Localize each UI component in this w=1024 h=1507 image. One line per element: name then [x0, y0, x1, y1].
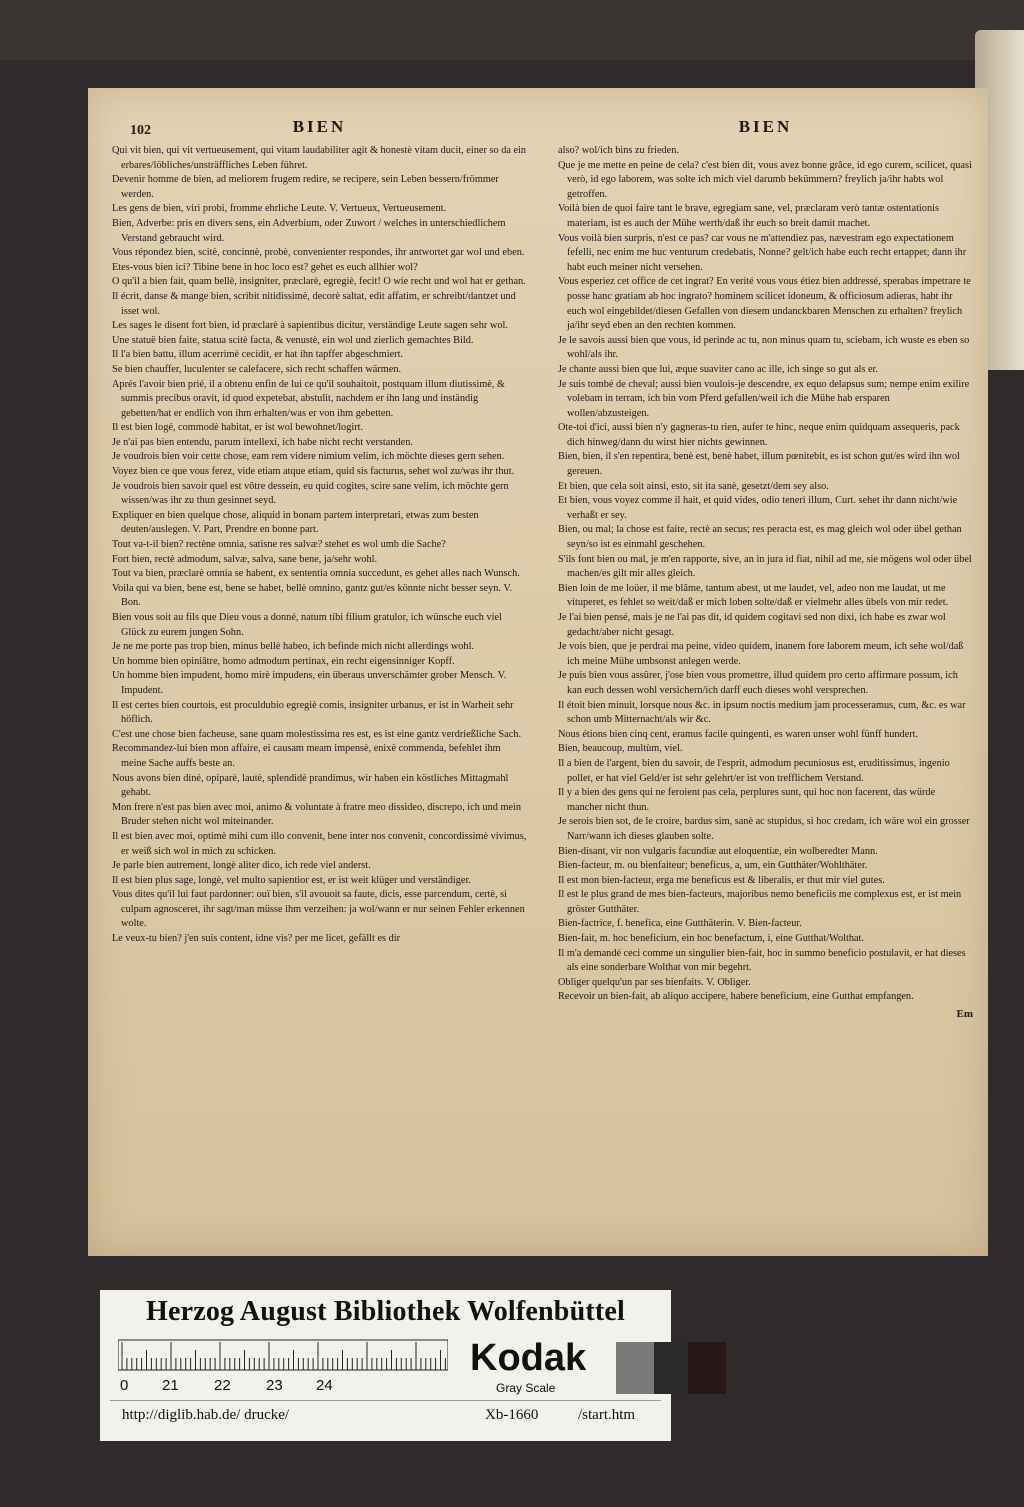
dictionary-entry: Je chante aussi bien que lui, æque suaviter cano ac ille, ich singe so gut als er. [558, 363, 878, 375]
dictionary-entry: Qui vit bien, qui vit vertueusement, qui vitam laudabiliter agit & honestè vitam ducit, einer so da ein erbares/löbliches/unsträffliches Leben führet. [112, 145, 527, 171]
dictionary-entry: Vous répondez bien, scitè, concinnè, probè, convenienter respondes, ihr antwortet gar wol und eben. [112, 247, 525, 259]
dictionary-entry: Il étoit bien minuit, lorsque nous &c. in ipsum noctis medium jam processeramus, cum, &c. es war schon umb Mitternacht/als wir &c. [558, 699, 966, 726]
dictionary-entry: Nous étions bien cinq cent, eramus facile quingenti, es waren unser wohl fünff hundert. [558, 728, 919, 740]
dictionary-entry: Tout va-t-il bien? rectène omnia, satisne res salvæ? stehet es wol umb die Sache? [112, 539, 446, 551]
dictionary-entry: Vous dites qu'il lui faut pardonner: ouï bien, s'il avouoit sa faute, dicis, esse parcendum, certè, si culpam agnosceret, ihr sagt/man müsse ihm verzeihen: ja wol/wann er nur seinen Fehler erkennen wolte. [112, 889, 525, 930]
left-entries [112, 144, 527, 947]
kodak-logo: Kodak [470, 1337, 587, 1379]
dictionary-entry: Bien-facteur, m. ou bienfaiteur; beneficus, a, um, ein Gutthäter/Wohlthäter. [558, 860, 868, 872]
dictionary-entry: Je parle bien autrement, longè aliter dico, ich rede viel anderst. [112, 860, 371, 872]
dictionary-entry: Tout va bien, præclarè omnia se habent, ex sententia omnia succedunt, es gehet alles nach Wunsch. [112, 568, 520, 580]
dictionary-entry: Que je me mette en peine de cela? c'est bien dit, vous avez bonne grâce, id ego curem, scilicet, quasi verò, id ego laborem, was solte ich mich viel darumb bekümmern? freylich ja/ihr habts wol getroffen. [558, 159, 972, 200]
right-column [558, 117, 973, 1022]
left-column [112, 117, 527, 947]
dictionary-entry: Il est bien logé, commodè habitat, er ist wol bewohnet/logirt. [112, 422, 364, 434]
ruler-label: 21 [162, 1377, 179, 1394]
dictionary-entry: Vous esperiez cet office de cet ingrat? En verité vous vous étiez bien addressé, sperabas impetrare te posse hanc gratiam ab hoc ingrato? hominem scilicet idoneum, & officiosum adieras, habt ihr euch wol eingebildet/diesen Gefallen von diesem undanckbaren Menschen zu erhalten? freylich ja/ihr seyd eben an den rechten kommen. [558, 276, 971, 332]
running-head-right: BIEN [738, 117, 793, 136]
dictionary-entry: Je voudrois bien savoir quel est vôtre dessein, eu quid cogites, scire sane velim, ich möchte gern wissen/was ihr zu thun gesinnet seyd. [112, 480, 509, 507]
dictionary-entry: Il est mon bien-facteur, erga me beneficus est & liberalis, er thut mir viel gutes. [558, 874, 885, 886]
dictionary-entry: Il l'a bien battu, illum acerrimè cecidit, er hat ihn tapffer abgeschmiert. [112, 349, 404, 361]
ruler-label: 22 [214, 1377, 231, 1394]
dictionary-entry: Il est bien avec moi, optimè mihi cum illo convenit, bene inter nos convenit, concordissimè vivimus, er weiß sich wol in mich zu schicken. [112, 830, 527, 857]
dictionary-entry: Je l'ai bien pensé, mais je ne l'ai pas dit, id quidem cogitavi sed non dixi, ich habe es zwar wol gedacht/aber nicht gesagt. [558, 612, 946, 638]
dictionary-entry: Je n'ai pas bien entendu, parum intellexi, ich habe nicht recht verstanden. [112, 436, 413, 448]
dictionary-entry: Recevoir un bien-fait, ab aliquo accipere, habere beneficium, eine Gutthat empfangen. [558, 991, 914, 1003]
dictionary-entry: S'ils font bien ou mal, je m'en rapporte, sive, an in jura id fiat, nihil ad me, sie mögens wol oder übel machen/es gilt mir alles gleich. [558, 553, 972, 580]
dictionary-entry: Expliquer en bien quelque chose, aliquid in bonam partem interpretari, etwas zum besten deuten/auslegen. V. Part, Prendre en bonne part. [112, 509, 479, 536]
dictionary-entry: Il est le plus grand de mes bien-facteurs, majoribus nemo beneficiis me complexus est, er ist mein gröster Gutthäter. [558, 889, 962, 915]
dictionary-entry: Aprés l'avoir bien prié, il a obtenu enfin de lui ce qu'il souhaitoit, postquam illum diutissimè, & summis precibus oravit, id quod expetebat, abstulit, nachdem er ihn lang und inständig gebetten/hat er endlich von ihm erhalten/was er von ihm gebetten. [112, 378, 505, 419]
dictionary-entry: Je puis bien vous assûrer, j'ose bien vous promettre, illud quidem pro certo affirmare possum, ich kan euch dessen wohl versichern/ich darff euch dieses wohl versprechen. [558, 670, 958, 696]
color-target-card [100, 1290, 671, 1441]
dictionary-entry: Voila qui va bien, bene est, bene se habet, bellè omnino, gantz gut/es könnte nicht besser seyn. V. Bon. [112, 582, 513, 609]
scanner-top-strip [0, 0, 1024, 60]
dictionary-entry: Je serois bien sot, de le croire, bardus sim, sanè ac stupidus, si hoc credam, ich wäre wol ein grosser Narr/wann ich dieses glauben solte. [558, 816, 970, 842]
dictionary-entry: Un homme bien impudent, homo mirè impudens, ein überaus unverschämter grober Mensch. V. Impudent. [112, 670, 507, 696]
dictionary-entry: Il écrit, danse & mange bien, scribit nitidissimè, decorè saltat, edit affatim, er schreibt/dantzet und isset wol. [112, 290, 516, 317]
dictionary-entry: Bien-fait, m. hoc beneficium, ein hoc benefactum, i, eine Gutthat/Wolthat. [558, 933, 864, 945]
dictionary-entry: Il y a bien des gens qui ne feroient pas cela, perplures sunt, qui hoc non facerent, das würde mancher nicht thun. [558, 787, 936, 813]
dictionary-entry: Ote-toi d'ici, aussi bien n'y gagneras-tu rien, aufer te hinc, neque enim quidquam assequeris, pack dich hinweg/dann du wirst hier nichts gewinnen. [558, 422, 960, 448]
dictionary-entry: C'est une chose bien facheuse, sane quam molestissima res est, es ist eine gantz verdrießliche Sach. [112, 728, 522, 740]
dictionary-entry: Je voudrois bien voir cette chose, eam rem videre nimium velim, ich möchte dieses gern sehen. [112, 451, 505, 463]
dictionary-entry: also? wol/ich bins zu frieden. [558, 145, 679, 156]
dictionary-entry: Vous voilà bien surpris, n'est ce pas? car vous ne m'attendiez pas, nævestram ego expectationem fefelli, nec enim me huc venturum credebatis, Nonne? gelt/ich habe euch recht ertappet; dann ihr habt euch meiner nicht versehen. [558, 232, 967, 273]
dictionary-entry: Et bien, que cela soit ainsi, esto, sit ita sanè, gesetzt/dem sey also. [558, 480, 829, 492]
dictionary-entry: Etes-vous bien ici? Tibine bene in hoc loco est? gehet es euch allhier wol? [112, 261, 418, 273]
dictionary-entry: Il est bien plus sage, longè, vel multo sapientior est, er ist weit klüger und verständiger. [112, 874, 471, 886]
dictionary-entry: Se bien chauffer, luculenter se calefacere, sich recht schaffen wärmen. [112, 363, 402, 375]
dictionary-entry: Obliger quelqu'un par ses bienfaits. V. Obliger. [558, 976, 751, 988]
ruler-label: 23 [266, 1377, 283, 1394]
dictionary-entry: Et bien, vous voyez comme il hait, et quid vides, odio teneri illum, Curt. sehet ihr dann nicht/wie verhaßt er sey. [558, 495, 958, 521]
dictionary-entry: Je le savois aussi bien que vous, id perinde ac tu, non minus quam tu, sciebam, ich wuste es eben so wohl/als ihr. [558, 334, 970, 361]
scanned-dictionary-page [88, 88, 988, 1256]
dictionary-entry: Bien loin de me loüer, il me blâme, tantum abest, ut me laudet, vel, adeo non me laudat, ut me vituperet, es fehlet so weit/daß er mich loben solte/daß er vielmehr alles übels von mir redet. [558, 582, 949, 609]
dictionary-entry: Il m'a demandé ceci comme un singulier bien-fait, hoc in summo beneficio postulavit, er hat dieses als eine sonderbare Wolthat von mir begehrt. [558, 947, 966, 974]
dictionary-entry: Je vois bien, que je perdrai ma peine, video quidem, inanem fore laborem meum, ich sehe wol/daß ich meine Mühe umbsonst anlegen werde. [558, 641, 964, 667]
dictionary-entry: Voyez bien ce que vous ferez, vide etiam atque etiam, quid sis facturus, sehet wol zu/was ihr thut. [112, 466, 515, 478]
dictionary-entry: Le veux-tu bien? j'en suis content, idne vis? per me licet, gefällt es dir [112, 933, 401, 945]
gray-scale-label: Gray Scale [496, 1381, 556, 1395]
card-divider [110, 1400, 661, 1401]
dictionary-entry: O qu'il a bien fait, quam bellè, insigniter, præclarè, egregiè, fecit! O wie recht und wol hat er gethan. [112, 276, 526, 288]
dictionary-entry: Bien-factrice, f. benefica, eine Gutthäterin. V. Bien-facteur. [558, 918, 802, 930]
page-number: 102 [130, 123, 151, 138]
dictionary-entry: Mon frere n'est pas bien avec moi, animo & voluntate à fratre meo dissideo, discrepo, ich und mein Bruder stehen nicht wol miteinander. [112, 801, 522, 828]
gray-scale-patches-icon [616, 1342, 726, 1394]
dictionary-entry: Je ne me porte pas trop bien, minus bellè habeo, ich befinde mich nicht allerdings wohl. [112, 641, 475, 653]
catchword: Em [956, 1008, 973, 1021]
dictionary-entry: Bien vous soit au fils que Dieu vous a donné, natum tibi filium gratulor, ich wünsche euch viel Glück zu eurem jungen Sohn. [112, 612, 502, 638]
dictionary-entry: Un homme bien opiniâtre, homo admodum pertinax, ein recht eigensinniger Kopff. [112, 655, 455, 667]
dictionary-entry: Nous avons bien diné, opiparè, lautè, splendidè prandimus, wir haben ein köstliches Mittagmahl gehabt. [112, 772, 509, 799]
shelfmark: Xb-1660 [485, 1407, 539, 1423]
dictionary-entry: Bien, Adverbe: pris en divers sens, ein Adverbium, oder Zuwort / welches in unterschiedlichem Verstand gebraucht wird. [112, 217, 506, 244]
ruler-numbers [118, 1377, 448, 1395]
running-head-left: BIEN [292, 117, 347, 136]
dictionary-entry: Il a bien de l'argent, bien du savoir, de l'esprit, admodum pecuniosus est, eruditissimus, ingenio pollet, er hat viel Geld/er ist sehr gelehrt/er ist von trefflichem Verstand. [558, 757, 950, 784]
right-entries [558, 144, 973, 1005]
left-header [112, 117, 527, 142]
dictionary-entry: Une statuë bien faite, statua scitè facta, & venustè, ein wol und zierlich gemachtes Bild. [112, 334, 474, 346]
dictionary-entry: Recommandez-lui bien mon affaire, ei causam meam impensè, enixè commenda, befehlet ihm meine Sache auffs beste an. [112, 743, 501, 769]
ruler-label: 0 [120, 1377, 129, 1394]
dictionary-entry: Je suis tombé de cheval; aussi bien voulois-je descendre, ex equo delapsus sum; nempe enim exilire volebam in terram, ich bin vom Pferd gefallen/weil ich die Mühe hab ersparen wollen/abzusteigen. [558, 378, 970, 419]
dictionary-entry: Les sages le disent fort bien, id præclarè à sapientibus dicitur, verständige Leute sagen sehr wol. [112, 320, 508, 332]
library-title: Herzog August Bibliothek Wolfenbüttel [145, 1296, 626, 1327]
digital-library-url: http://diglib.hab.de/ drucke/ [122, 1407, 290, 1423]
dictionary-entry: Devenir homme de bien, ad meliorem frugem redire, se recipere, sein Leben bessern/frömmer werden. [112, 174, 499, 200]
dictionary-entry: Les gens de bien, viri probi, fromme ehrliche Leute. V. Vertueux, Vertueusement. [112, 203, 447, 215]
dictionary-entry: Voilà bien de quoi faire tant le brave, egregiam sane, vel, præclaram verò tantæ ostentationis materiam, ist es auch der Mühe werth/daß ihr euch so breit damit machet. [558, 203, 939, 229]
ruler-label: 24 [316, 1377, 333, 1394]
start-page-label: /start.htm [578, 1407, 636, 1423]
dictionary-entry: Bien, beaucoup, multùm, viel. [558, 743, 683, 755]
dictionary-entry: Bien-disant, vir non vulgaris facundiæ aut eloquentiæ, ein wolberedter Mann. [558, 845, 878, 857]
scale-ruler-icon [118, 1338, 448, 1372]
dictionary-entry: Fort bien, rectè admodum, salvæ, salva, sane bene, ja/sehr wohl. [112, 553, 378, 565]
dictionary-entry: Bien, bien, il s'en repentira, benè est, benè habet, illum pœnitebit, es ist schon gut/es wird ihn wol gereuen. [558, 451, 960, 478]
dictionary-entry: Bien, ou mal; la chose est faite, rectè an secus; res peracta est, es mag gleich wol oder übel gethan seyn/so ist es einmahl geschehen. [558, 524, 962, 551]
right-header [558, 117, 973, 142]
dictionary-entry: Il est certes bien courtois, est proculdubio egregiè comis, insigniter urbanus, er ist in Warheit sehr höflich. [112, 699, 514, 726]
